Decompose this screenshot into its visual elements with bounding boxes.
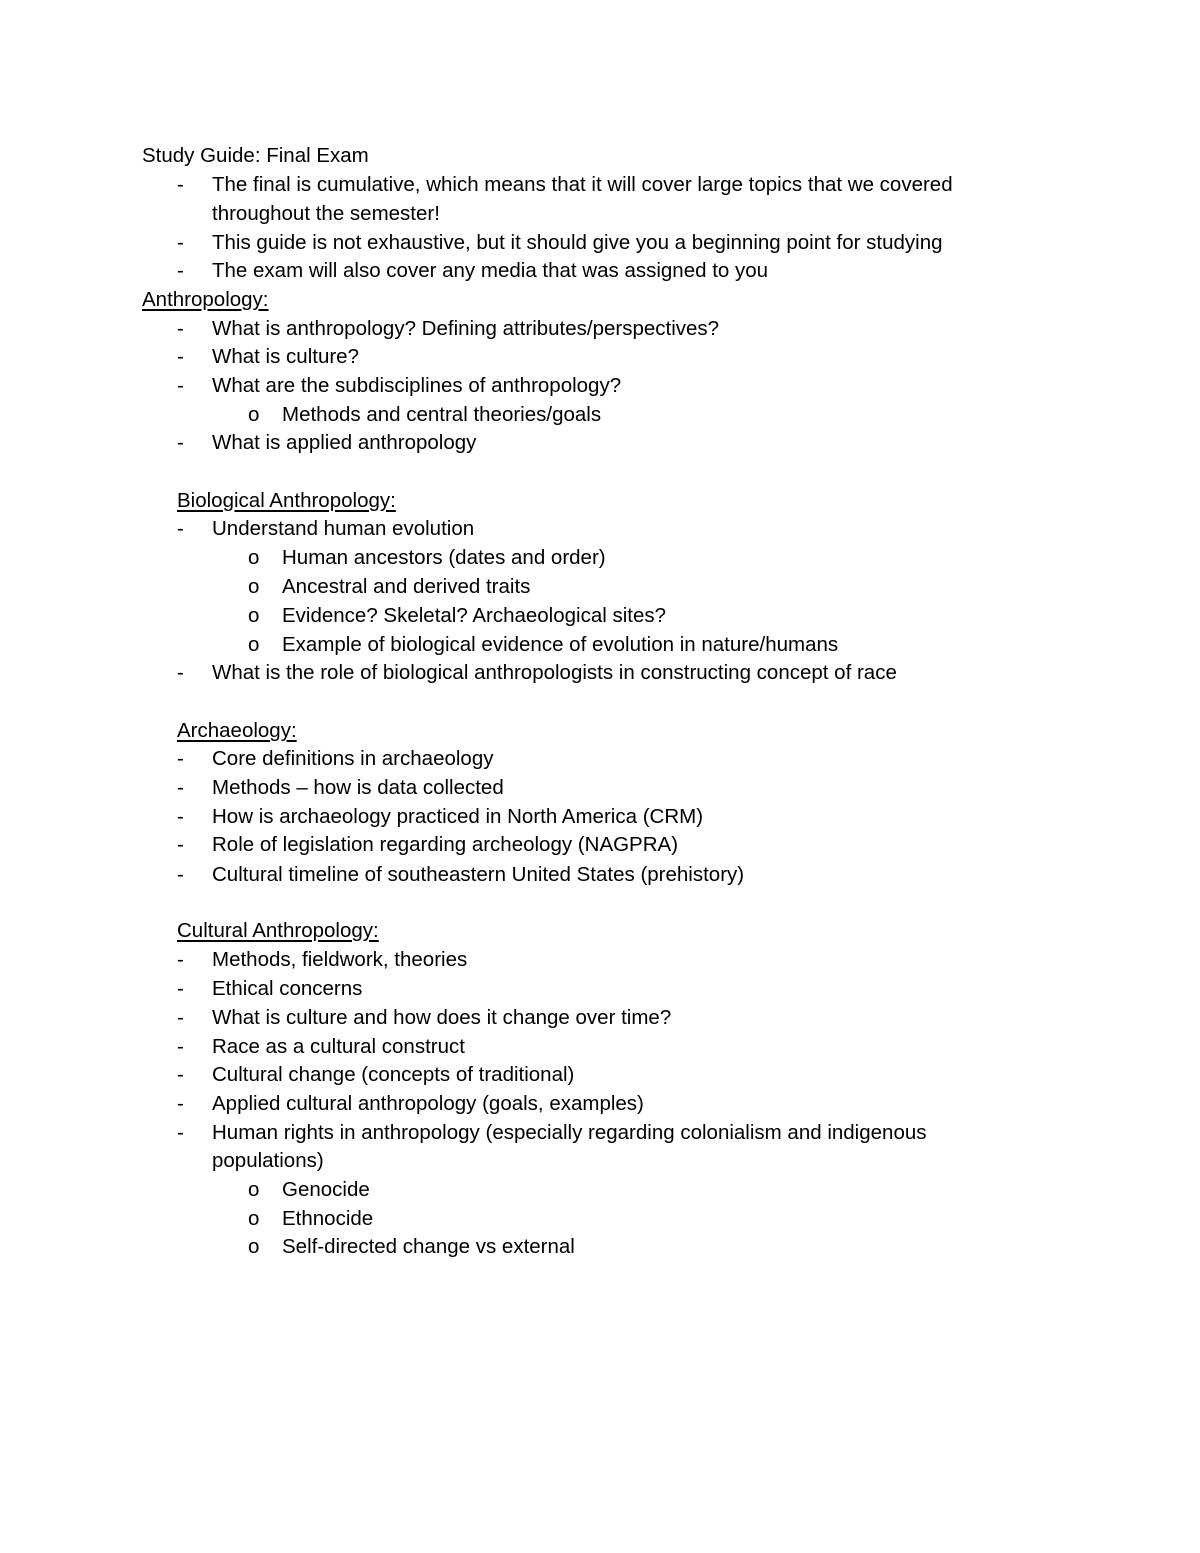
dash-marker: -	[177, 833, 184, 856]
dash-marker: -	[177, 517, 184, 540]
dash-marker: -	[177, 1063, 184, 1086]
list-item: What is anthropology? Defining attributes/perspectives?	[212, 317, 720, 340]
dash-marker: -	[177, 431, 184, 454]
sub-list-item: Genocide	[282, 1178, 370, 1201]
dash-marker: -	[177, 317, 184, 340]
list-item: What is culture and how does it change over time?	[212, 1006, 672, 1029]
dash-marker: -	[177, 173, 184, 196]
sub-list-item: Ancestral and derived traits	[282, 575, 531, 598]
intro-item: This guide is not exhaustive, but it should give you a beginning point for studying	[212, 231, 943, 254]
dash-marker: -	[177, 374, 184, 397]
intro-item: The exam will also cover any media that was assigned to you	[212, 259, 769, 282]
dash-marker: -	[177, 776, 184, 799]
dash-marker: -	[177, 977, 184, 1000]
list-item: What is the role of biological anthropologists in constructing concept of race	[212, 661, 897, 684]
sub-bullet-marker: o	[248, 1235, 260, 1258]
dash-marker: -	[177, 805, 184, 828]
list-item: What is culture?	[212, 345, 359, 368]
sub-bullet-marker: o	[248, 1207, 260, 1230]
sub-list-item: Human ancestors (dates and order)	[282, 546, 606, 569]
section-heading-anthropology: Anthropology:	[142, 288, 269, 311]
section-heading-biological: Biological Anthropology:	[177, 489, 396, 512]
list-item: Applied cultural anthropology (goals, examples)	[212, 1092, 644, 1115]
dash-marker: -	[177, 345, 184, 368]
dash-marker: -	[177, 747, 184, 770]
list-item: Ethical concerns	[212, 977, 363, 1000]
list-item: Methods – how is data collected	[212, 776, 504, 799]
sub-list-item: Methods and central theories/goals	[282, 403, 602, 426]
sub-bullet-marker: o	[248, 403, 260, 426]
dash-marker: -	[177, 1092, 184, 1115]
list-item: Cultural change (concepts of traditional)	[212, 1063, 575, 1086]
dash-marker: -	[177, 259, 184, 282]
list-item: Role of legislation regarding archeology (NAGPRA)	[212, 833, 679, 856]
sub-list-item: Ethnocide	[282, 1207, 374, 1230]
sub-bullet-marker: o	[248, 1178, 260, 1201]
section-heading-archaeology: Archaeology:	[177, 719, 297, 742]
list-item: How is archaeology practiced in North America (CRM)	[212, 805, 704, 828]
list-item: Core definitions in archaeology	[212, 747, 494, 770]
intro-item-continuation: throughout the semester!	[212, 202, 440, 225]
sub-bullet-marker: o	[248, 546, 260, 569]
dash-marker: -	[177, 1035, 184, 1058]
dash-marker: -	[177, 1006, 184, 1029]
dash-marker: -	[177, 661, 184, 684]
document-title: Study Guide: Final Exam	[142, 144, 369, 167]
list-item: Human rights in anthropology (especially regarding colonialism and indigenous	[212, 1121, 927, 1144]
dash-marker: -	[177, 231, 184, 254]
section-heading-cultural: Cultural Anthropology:	[177, 919, 379, 942]
dash-marker: -	[177, 948, 184, 971]
sub-list-item: Evidence? Skeletal? Archaeological sites?	[282, 604, 667, 627]
sub-list-item: Example of biological evidence of evolution in nature/humans	[282, 633, 839, 656]
dash-marker: -	[177, 1121, 184, 1144]
sub-bullet-marker: o	[248, 633, 260, 656]
list-item-continuation: populations)	[212, 1149, 324, 1172]
intro-item: The final is cumulative, which means that it will cover large topics that we covered	[212, 173, 953, 196]
sub-bullet-marker: o	[248, 575, 260, 598]
list-item: What is applied anthropology	[212, 431, 477, 454]
dash-marker: -	[177, 863, 184, 886]
list-item: Methods, fieldwork, theories	[212, 948, 468, 971]
list-item: Cultural timeline of southeastern United States (prehistory)	[212, 863, 745, 886]
list-item: What are the subdisciplines of anthropology?	[212, 374, 622, 397]
sub-bullet-marker: o	[248, 604, 260, 627]
list-item: Race as a cultural construct	[212, 1035, 465, 1058]
sub-list-item: Self-directed change vs external	[282, 1235, 575, 1258]
list-item: Understand human evolution	[212, 517, 475, 540]
